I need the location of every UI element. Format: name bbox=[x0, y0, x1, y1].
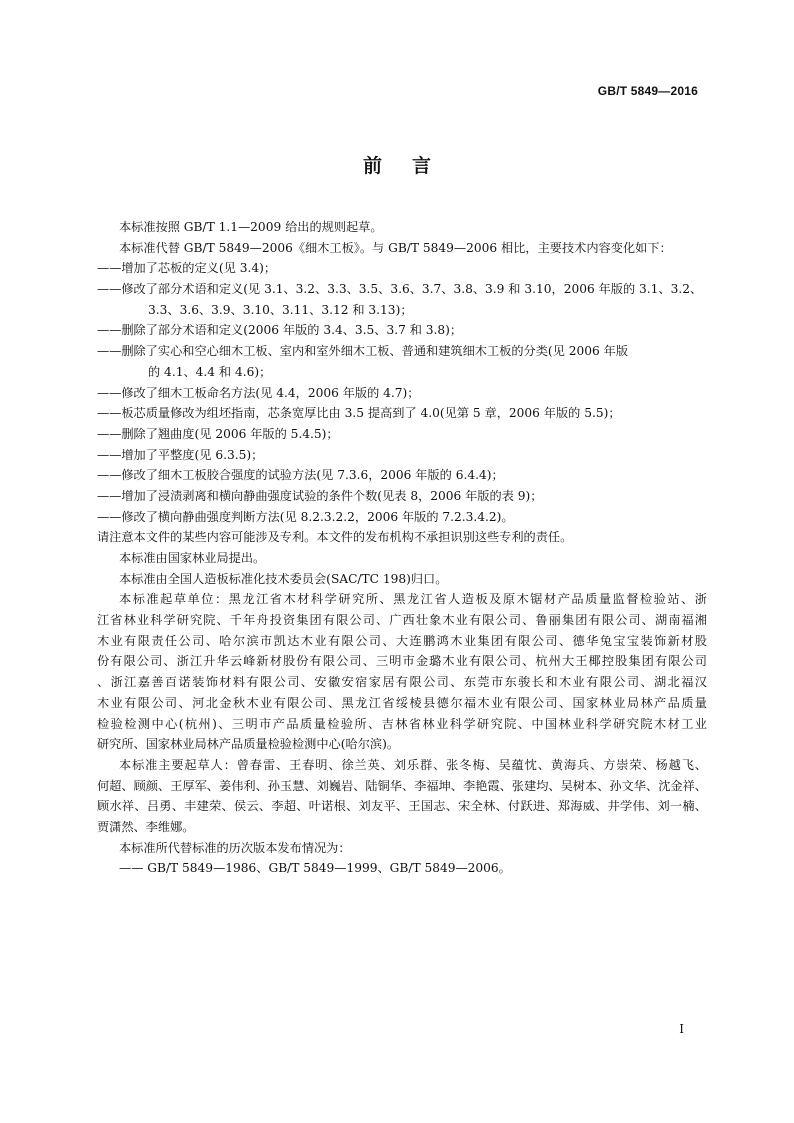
change-item: ——修改了细木工板胶合强度的试验方法(见 7.3.6，2006 年版的 6.4.4)； bbox=[97, 468, 504, 483]
patent-notice: 请注意本文件的某些内容可能涉及专利。本文件的发布机构不承担识别这些专利的责任。 bbox=[97, 530, 573, 545]
standard-code: GB/T 5849—2016 bbox=[597, 84, 698, 98]
paragraph-administered-by: 本标准由全国人造板标准化技术委员会(SAC/TC 198)归口。 bbox=[119, 571, 448, 586]
drafting-units-line: 、浙江嘉善百诺装饰材料有限公司、安徽安宿家居有限公司、东莞市东骏长和木业有限公司、湖北福汉 bbox=[97, 675, 707, 690]
change-item: ——修改了部分术语和定义(见 3.1、3.2、3.3、3.5、3.6、3.7、3.8、3.9 和 3.10，2006 年版的 3.1、3.2、 bbox=[97, 282, 703, 297]
drafters-line: 本标准主要起草人：曾春雷、王春明、徐兰英、刘乐群、张冬梅、吴蕴忱、黄海兵、方崇荣、杨越飞、 bbox=[119, 757, 707, 772]
paragraph-history: 本标准所代替标准的历次版本发布情况为： bbox=[119, 840, 351, 855]
change-item: ——修改了细木工板命名方法(见 4.4，2006 年版的 4.7)； bbox=[97, 385, 420, 400]
change-item: ——删除了翘曲度(见 2006 年版的 5.4.5)； bbox=[97, 426, 339, 441]
page-title: 前言 bbox=[362, 155, 461, 177]
drafters-line: 贾潇然、李维娜。 bbox=[97, 819, 195, 834]
drafting-units-line: 本标准起草单位：黑龙江省木材科学研究所、黑龙江省人造板及原木锯材产品质量监督检验站、浙 bbox=[119, 592, 707, 607]
paragraph-drafting-rules: 本标准按照 GB/T 1.1—2009 给出的规则起草。 bbox=[119, 220, 383, 234]
drafting-units-line: 木业有限公司、河北金秋木业有限公司、黑龙江省绥棱县德尔福木业有限公司、国家林业局林产品质量 bbox=[97, 695, 707, 710]
drafting-units-line: 份有限公司、浙江升华云峰新材股份有限公司、三明市金璐木业有限公司、杭州大王椰控股集团有限公司 bbox=[97, 654, 707, 669]
drafting-units-line: 江省林业科学研究院、千年舟投资集团有限公司、广西壮象木业有限公司、鲁丽集团有限公司、湖南福湘 bbox=[97, 613, 707, 628]
page-number: I bbox=[679, 1022, 684, 1036]
change-item: ——增加了芯板的定义(见 3.4)； bbox=[97, 261, 277, 276]
change-item: ——增加了平整度(见 6.3.5)； bbox=[97, 447, 264, 462]
change-item: ——板芯质量修改为组坯指南，芯条宽厚比由 3.5 提高到了 4.0(见第 5 章，2006 年版的 5.5)； bbox=[97, 406, 621, 421]
history-item: —— GB/T 5849—1986、GB/T 5849—1999、GB/T 5849—2006。 bbox=[119, 861, 511, 876]
paragraph-proposed-by: 本标准由国家林业局提出。 bbox=[119, 551, 266, 565]
drafters-line: 何超、顾颜、王厚军、姜伟利、孙玉慧、刘巍岩、陆铜华、李福坤、李艳霞、张建均、吴树本、孙文华、沈金祥、 bbox=[97, 778, 707, 793]
drafting-units-line: 木业有限责任公司、哈尔滨市凯达木业有限公司、大连鹏鸿木业集团有限公司、德华兔宝宝装饰新材股 bbox=[97, 633, 707, 648]
change-item: ——删除了部分术语和定义(2006 年版的 3.4、3.5、3.7 和 3.8)； bbox=[97, 323, 463, 338]
change-item-continuation: 的 4.1、4.4 和 4.6)； bbox=[148, 364, 272, 379]
drafting-units-line: 检验检测中心(杭州)、三明市产品质量检验所、吉林省林业科学研究院、中国林业科学研究院木材工业 bbox=[97, 716, 707, 731]
change-item: ——删除了实心和空心细木工板、室内和室外细木工板、普通和建筑细木工板的分类(见 2006 年版 bbox=[97, 344, 629, 359]
change-item: ——修改了横向静曲强度判断方法(见 8.2.3.2.2，2006 年版的 7.2.3.4.2)。 bbox=[97, 509, 514, 524]
drafting-units-line: 研究所、国家林业局林产品质量检验检测中心(哈尔滨)。 bbox=[97, 737, 400, 752]
change-item: ——增加了浸渍剥离和横向静曲强度试验的条件个数(见表 8，2006 年版的表 9)； bbox=[97, 488, 543, 503]
change-item-continuation: 3.3、3.6、3.9、3.10、3.11、3.12 和 3.13)； bbox=[148, 302, 413, 317]
drafters-line: 顾水祥、吕勇、丰建荣、侯云、李超、叶诺根、刘友平、王国志、宋全林、付跃进、郑海威、井学伟、刘一楠、 bbox=[97, 799, 707, 814]
paragraph-replaces: 本标准代替 GB/T 5849—2006《细木工板》。与 GB/T 5849—2006 相比，主要技术内容变化如下： bbox=[119, 240, 672, 255]
document-body bbox=[97, 217, 707, 879]
